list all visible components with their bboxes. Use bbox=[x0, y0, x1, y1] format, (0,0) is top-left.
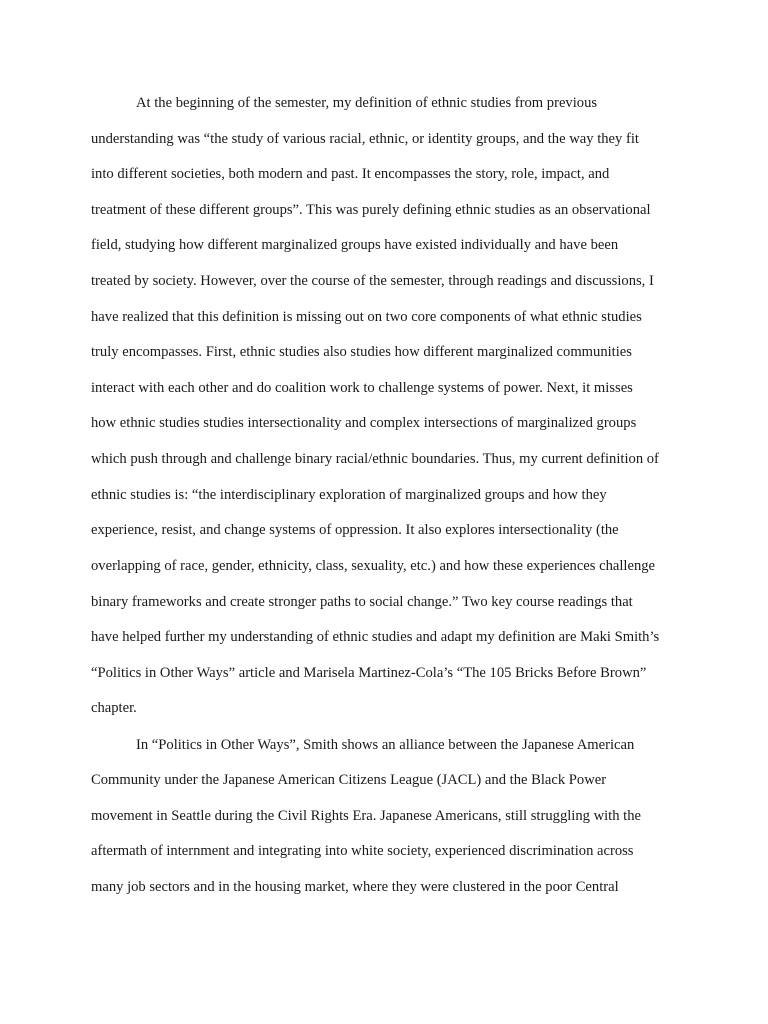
paragraph-line: Community under the Japanese American Citizens League (JACL) and the Black Power bbox=[91, 772, 607, 788]
paragraph-line: understanding was “the study of various racial, ethnic, or identity groups, and the way they fit bbox=[91, 131, 639, 147]
paragraph-line: field, studying how different marginalized groups have existed individually and have been bbox=[91, 237, 619, 253]
paragraph-line: ethnic studies is: “the interdisciplinary exploration of marginalized groups and how they bbox=[91, 487, 607, 503]
paragraph-line: movement in Seattle during the Civil Rights Era. Japanese Americans, still struggling with the bbox=[91, 808, 642, 824]
paragraph-line: many job sectors and in the housing market, where they were clustered in the poor Central bbox=[91, 879, 619, 895]
paragraph-line: chapter. bbox=[91, 700, 137, 716]
paragraph-line: overlapping of race, gender, ethnicity, class, sexuality, etc.) and how these experiences challenge bbox=[91, 558, 656, 574]
paragraph-line: treatment of these different groups”. This was purely defining ethnic studies as an observational bbox=[91, 202, 651, 218]
paragraph-line: aftermath of internment and integrating into white society, experienced discrimination across bbox=[91, 843, 634, 859]
paragraph-line: binary frameworks and create stronger paths to social change.” Two key course readings that bbox=[91, 594, 633, 610]
paragraph-line: which push through and challenge binary racial/ethnic boundaries. Thus, my current definition of bbox=[91, 451, 659, 467]
paragraph-line: truly encompasses. First, ethnic studies also studies how different marginalized communities bbox=[91, 344, 632, 360]
paragraph-line: “Politics in Other Ways” article and Marisela Martinez-Cola’s “The 105 Bricks Before Brown” bbox=[91, 665, 647, 681]
paragraph-line: have helped further my understanding of ethnic studies and adapt my definition are Maki Smith’s bbox=[91, 629, 660, 645]
paragraph-line: experience, resist, and change systems of oppression. It also explores intersectionality (the bbox=[91, 522, 619, 538]
paragraph-line: treated by society. However, over the course of the semester, through readings and discussions, I bbox=[91, 273, 654, 289]
paragraph-line: At the beginning of the semester, my definition of ethnic studies from previous bbox=[136, 95, 598, 111]
paragraph-line: into different societies, both modern and past. It encompasses the story, role, impact, and bbox=[91, 166, 610, 182]
paragraph-line: how ethnic studies studies intersectionality and complex intersections of marginalized groups bbox=[91, 415, 637, 431]
paragraph-line: interact with each other and do coalition work to challenge systems of power. Next, it misses bbox=[91, 380, 633, 396]
paragraph-line: have realized that this definition is missing out on two core components of what ethnic studies bbox=[91, 309, 642, 325]
paragraph-line: In “Politics in Other Ways”, Smith shows an alliance between the Japanese American bbox=[136, 737, 635, 753]
